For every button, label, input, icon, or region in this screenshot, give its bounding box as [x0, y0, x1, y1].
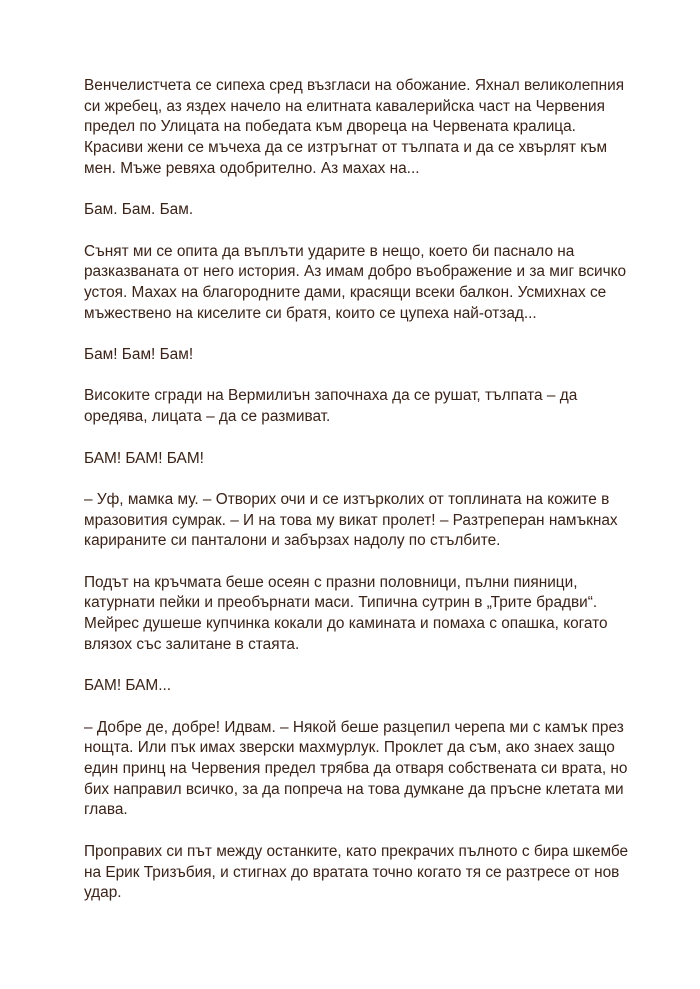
paragraph-2: Бам. Бам. Бам. [84, 201, 194, 219]
paragraph-3: Сънят ми се опита да въплъти ударите в нещо, което би паснало на разказваната от него история. Аз имам добро въображение и за миг всичко устоя. Махах на благородните дами, красящи всеки балкон. Усмихнах се мъжествено на киселите си братя, които се цупеха най-отзад... [84, 242, 627, 322]
paragraph-4: Бам! Бам! Бам! [84, 346, 194, 364]
paragraph-8: Подът на кръчмата беше осеян с празни половници, пълни пияници, катурнати пейки и преобърнати маси. Типична сутрин в „Трите брадви“. Мейрес душеше купчинка кокали до камината и помаха с опашка, когато влязох със залитане в стаята. [84, 573, 608, 653]
paragraph-10: – Добре де, добре! Идвам. – Някой беше разцепил черепа ми с камък през нощта. Или пък имах зверски махмурлук. Проклет да съм, ако знаех защо един принц на Червения предел трябва да отваря собствената си врата, но бих направил всичко, за да попреча на това думкане да пръсне клетата ми глава. [84, 718, 628, 819]
paragraph-7: – Уф, мамка му. – Отворих очи и се изтърколих от топлината на кожите в мразовития сумрак. – И на това му викат пролет! – Разтреперан намъкнах карираните си панталони и забързах надолу по стълбите. [84, 490, 618, 550]
paragraph-11: Проправих си път между останките, като прекрачих пълното с бира шкембе на Ерик Тризъбия, и стигнах до вратата точно когато тя се разтресе от нов удар. [84, 842, 629, 902]
paragraph-6: БАМ! БАМ! БАМ! [84, 449, 204, 467]
paragraph-9: БАМ! БАМ... [84, 677, 172, 695]
document-body [84, 76, 632, 925]
paragraph-1: Венчелистчета се сипеха сред възгласи на обожание. Яхнал великолепния си жребец, аз яздех начело на елитната кавалерийска част на Червения предел по Улицата на победата към двореца на Червената кралица. Красиви жени се мъчеха да се изтръгнат от тълпата и да се хвърлят към мен. Мъже ревяха одобрително. Аз махах на... [84, 77, 625, 177]
paragraph-5: Високите сгради на Вермилиън започнаха да се рушат, тълпата – да оредява, лицата – да се размиват. [84, 387, 578, 426]
